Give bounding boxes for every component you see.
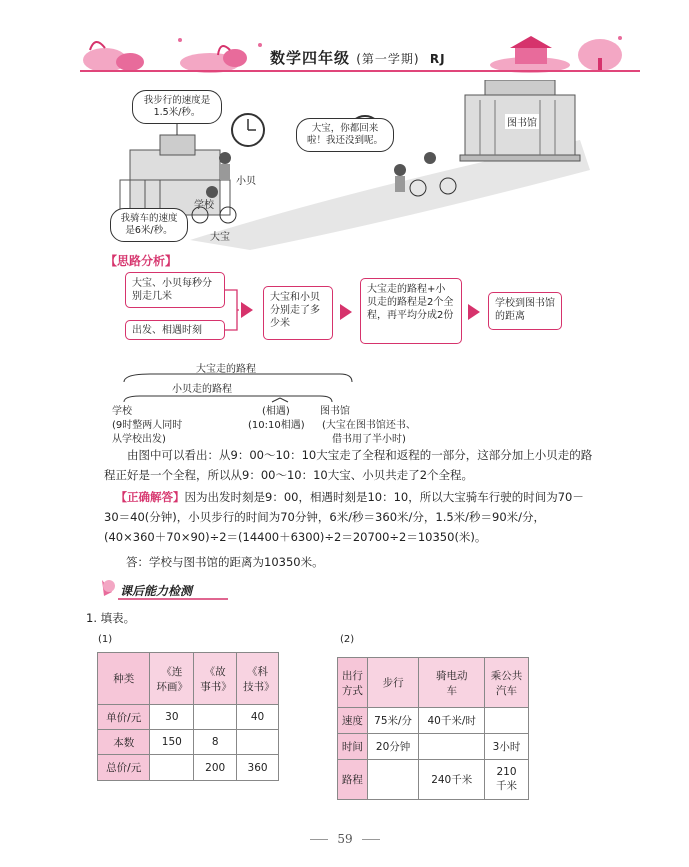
label-school: 学校 (194, 200, 214, 211)
school-note-1: (9时整两人同时 (112, 420, 183, 431)
practice-banner: 课后能力检测 (120, 584, 193, 598)
table2-header-mode: 出行方式 (338, 658, 368, 708)
table2-header-bus: 乘公共汽车 (485, 658, 529, 708)
table1-label: (1) (98, 634, 113, 645)
path-braces (120, 370, 360, 406)
table2-cell[interactable]: 20分钟 (367, 734, 419, 760)
table2-label: (2) (340, 634, 355, 645)
page-header (270, 47, 446, 68)
table1-row-label: 本数 (98, 730, 150, 755)
table2-row-label: 速度 (338, 708, 368, 734)
table2-cell[interactable] (485, 708, 529, 734)
footer-dash-right (362, 839, 380, 840)
table2-cell[interactable]: 75米/分 (367, 708, 419, 734)
header-subtitle: (第一学期) (356, 52, 420, 66)
table2-header-walk: 步行 (367, 658, 419, 708)
table1-header-story: 《故事书》 (194, 653, 237, 705)
school-note-2: 从学校出发) (112, 434, 166, 445)
footer-dash-left (310, 839, 328, 840)
table-travel (337, 657, 529, 800)
flow-box-times: 出发、相遇时刻 (125, 320, 225, 340)
table2-cell[interactable]: 240千米 (419, 760, 485, 800)
table2-cell[interactable]: 40千米/时 (419, 708, 485, 734)
header-rule (80, 70, 640, 72)
library-label: 图书馆 (320, 406, 350, 417)
label-xiaobei: 小贝 (236, 176, 256, 187)
bubble-return: 大宝，你都回来啦！我还没到呢。 (296, 118, 394, 152)
bubble-bike-speed: 我骑车的速度是6米/秒。 (110, 208, 188, 242)
answer-text: 因为出发时刻是9：00，相遇时刻是10：10，所以大宝骑车行驶的时间为70－30＝40(分钟)，小贝步行的时间为70分钟，6米/秒＝360米/分，1.5米/秒＝90米/分，(40×360＋70×90)÷2＝(14400＋6300)÷2＝20700÷2＝10350(米)。 (104, 490, 584, 544)
library-note-2: 借书用了半小时) (332, 434, 406, 445)
table1-cell[interactable]: 40 (237, 705, 279, 730)
table2-cell[interactable] (367, 760, 419, 800)
header-edition: RJ (429, 52, 446, 66)
table1-header-comic: 《连环画》 (150, 653, 194, 705)
table1-cell[interactable]: 150 (150, 730, 194, 755)
table1-cell[interactable] (194, 705, 237, 730)
table1-cell[interactable]: 30 (150, 705, 194, 730)
flow-arrow-2 (340, 304, 352, 320)
table2-cell[interactable]: 210千米 (485, 760, 529, 800)
table2-row-label: 路程 (338, 760, 368, 800)
bubble-walk-speed: 我步行的速度是1.5米/秒。 (132, 90, 222, 124)
label-library: 图书馆 (505, 114, 539, 129)
table1-cell[interactable] (237, 730, 279, 755)
header-title: 数学四年级 (270, 49, 351, 67)
answer-conclusion: 答：学校与图书馆的距离为10350米。 (126, 555, 324, 569)
dabao-path-label: 大宝走的路程 (196, 364, 256, 375)
table1-row-label: 总价/元 (98, 755, 150, 781)
table2-cell[interactable] (419, 734, 485, 760)
explanation-text: 由图中可以看出：从9：00～10：10大宝走了全程和返程的一部分，这部分加上小贝走的路程正好是一个全程，所以从9：00～10：10大宝、小贝共走了2个全程。 (104, 448, 593, 482)
flow-arrow-3 (468, 304, 480, 320)
table1-row-label: 单价/元 (98, 705, 150, 730)
table1-header-science: 《科技书》 (237, 653, 279, 705)
school-label: 学校 (112, 406, 132, 417)
table1-header-type: 种类 (98, 653, 150, 705)
table1-cell[interactable]: 8 (194, 730, 237, 755)
flow-box-total: 大宝走的路程+小贝走的路程是2个全程，再平均分成2份 (360, 278, 462, 344)
answer-block (104, 487, 594, 547)
table1-cell[interactable] (150, 755, 194, 781)
flow-box-answer: 学校到图书馆的距离 (488, 292, 562, 330)
table1-cell[interactable]: 360 (237, 755, 279, 781)
meet-label: (相遇) (262, 406, 290, 417)
table2-header-ebike: 骑电动车 (419, 658, 485, 708)
story-illustration (100, 80, 600, 250)
flow-box-speeds: 大宝、小贝每秒分别走几米 (125, 272, 225, 308)
library-note-1: (大宝在图书馆还书、 (322, 420, 416, 431)
meet-time: (10:10相遇) (248, 420, 305, 431)
table2-row-label: 时间 (338, 734, 368, 760)
table-books (97, 652, 279, 781)
xiaobei-path-label: 小贝走的路程 (172, 384, 232, 395)
page-number: 59 (337, 832, 353, 846)
analysis-heading: 【思路分析】 (105, 254, 178, 268)
question-1: 1. 填表。 (86, 611, 136, 625)
flow-arrow-1 (241, 302, 253, 318)
page-footer (300, 832, 390, 846)
answer-heading: 【正确解答】 (115, 490, 185, 504)
label-dabao: 大宝 (210, 232, 230, 243)
flow-box-distances: 大宝和小贝分别走了多少米 (263, 286, 333, 340)
table2-cell[interactable]: 3小时 (485, 734, 529, 760)
table1-cell[interactable]: 200 (194, 755, 237, 781)
